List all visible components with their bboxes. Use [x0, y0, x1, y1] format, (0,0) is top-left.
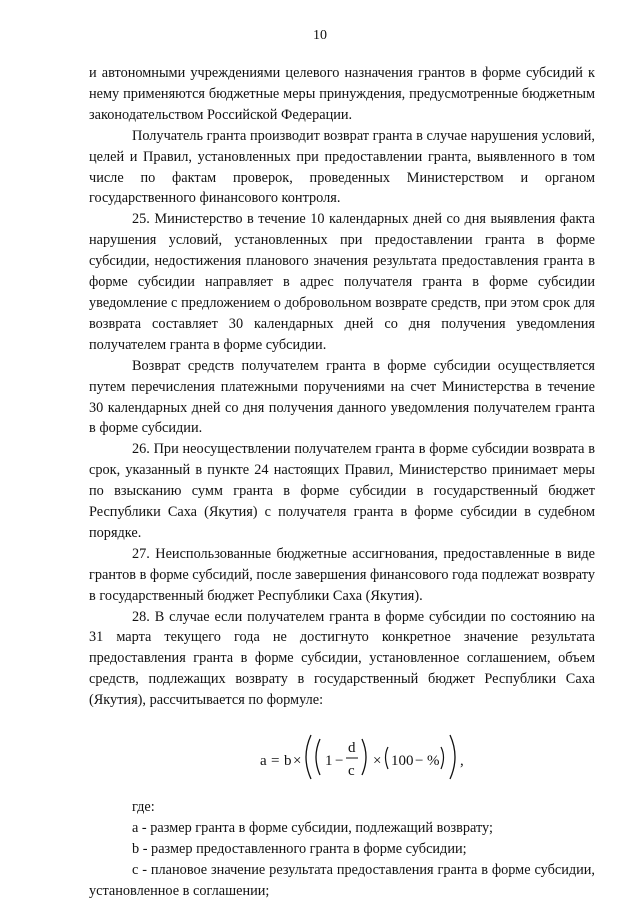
formula-one: 1 [325, 753, 333, 770]
formula-graphic [89, 719, 595, 797]
formula-equals: = [271, 753, 280, 770]
inner-left-paren [316, 739, 320, 775]
legend-item-c: c - плановое значение результата предоставления гранта в форме субсидии, установленное в соглашении; [89, 861, 595, 899]
paragraph-clause-27: 27. Неиспользованные бюджетные ассигнования, предоставленные в виде грантов в форме субсидий, после завершения финансового года подлежат возврату в государственный бюджет Республики Саха (Якутия). [89, 545, 595, 604]
paragraph-grant-return: Получатель гранта производит возврат гранта в случае нарушения условий, целей и Правил, установленных при предоставлении гранта, выявленного в том числе по фактам проверок, проведенных Министерством и органом государственного финансового контроля. [89, 127, 595, 207]
formula-minus-2: − [415, 753, 424, 770]
formula [89, 719, 595, 797]
page-number: 10 [313, 28, 327, 43]
paragraph-clause-26: 26. При неосуществлении получателем гранта в форме субсидии возврата в срок, указанный в пункте 24 настоящих Правил, Министерство принимает меры по взысканию сумм гранта в форме субсидии в государственный бюджет Республики Саха (Якутия) с получателя гранта в форме субсидии в судебном порядке. [89, 441, 595, 541]
formula-minus: − [335, 753, 344, 770]
formula-denominator: c [348, 763, 355, 780]
paragraph-clause-28: 28. В случае если получателем гранта в форме субсидии по состоянию на 31 марта текущего года не достигнуто конкретное значение результата предоставления гранта в форме субсидии, установленное соглашением, объем средств, подлежащих возврату в государственный бюджет Республики Саха (Якутия), рассчитывается по формуле: [89, 608, 595, 709]
formula-hundred: 100 [391, 753, 414, 770]
outer-left-paren [306, 735, 311, 779]
percent-right-paren [441, 747, 444, 769]
paragraph-return-method: Возврат средств получателем гранта в форме субсидии осуществляется путем перечисления платежными поручениями на счет Министерства в течение 30 календарных дней со дня получения данного уведомления получателем гранта в форме субсидии. [89, 357, 595, 437]
outer-right-paren [450, 735, 455, 779]
legend-where: где: [132, 799, 155, 816]
legend-item-b: b - размер предоставленного гранта в форме субсидии; [132, 840, 467, 857]
formula-times-2: × [373, 753, 382, 770]
paragraph-continuation: и автономными учреждениями целевого назначения грантов в форме субсидий к нему применяются бюджетные меры принуждения, предусмотренные бюджетным законодательством Российской Федерации. [89, 65, 595, 123]
formula-lhs: a [260, 753, 267, 770]
formula-comma: , [460, 753, 464, 770]
legend-item-a: a - размер гранта в форме субсидии, подлежащий возврату; [132, 820, 493, 836]
formula-numerator: d [348, 740, 356, 757]
formula-times-1: × [293, 753, 302, 770]
inner-right-paren [362, 739, 366, 775]
formula-b: b [284, 753, 292, 770]
percent-left-paren [386, 747, 389, 769]
formula-percent: % [427, 753, 440, 770]
paragraph-clause-25: 25. Министерство в течение 10 календарных дней со дня выявления факта нарушения условий, установленных при предоставлении гранта в форме субсидии, недостижения планового значения результата предоставления гранта в форме субсидии направляет в адрес получателя гранта в форме субсидии уведомление с предложением о добровольном возврате средств, при этом срок для возврата составляет 30 календарных дней со дня получения уведомления получателем гранта в форме субсидии. [89, 211, 595, 353]
document-body [89, 63, 595, 902]
